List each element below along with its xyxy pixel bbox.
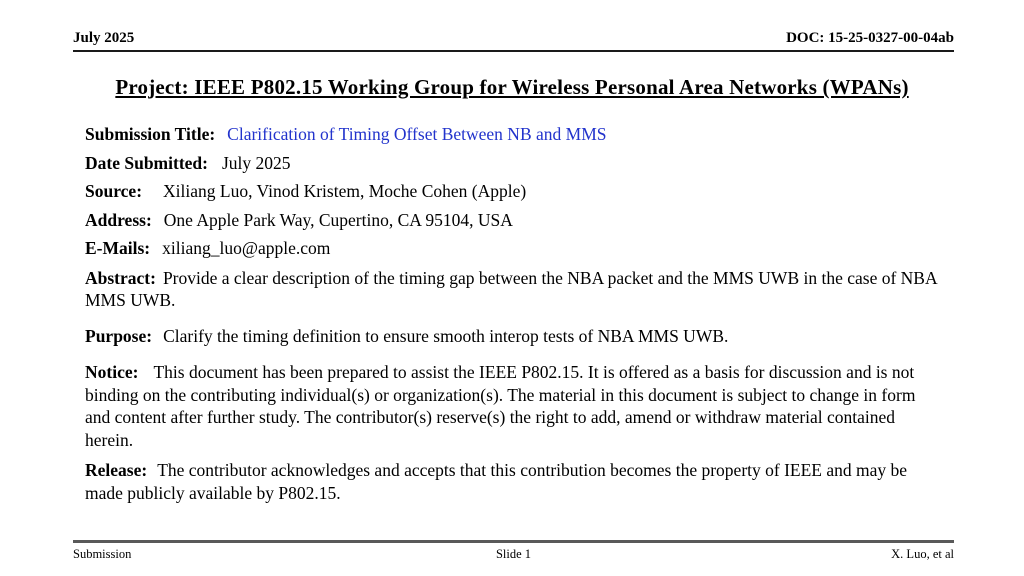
source-value: Xiliang Luo, Vinod Kristem, Moche Cohen (Apple) xyxy=(163,181,527,201)
field-label: E-Mails: xyxy=(85,238,151,258)
slide-header xyxy=(73,30,954,52)
field-address xyxy=(85,206,942,235)
paragraph-label: Purpose: xyxy=(85,325,153,346)
notice-text: This document has been prepared to assist the IEEE P802.15. It is offered as a basis for discussion and is not binding on the contributing individual(s) or organization(s). The material in this document is subject to change in form and content after further study. The contributor(s) reserve(s) the right to add, amend or withdraw material contained herein. xyxy=(85,362,916,450)
notice-paragraph xyxy=(85,361,942,451)
purpose-paragraph xyxy=(85,325,942,348)
address-value: One Apple Park Way, Cupertino, CA 95104, USA xyxy=(163,209,513,230)
footer-slide-number: Slide 1 xyxy=(495,547,532,561)
footer-author: X. Luo, et al xyxy=(891,547,954,561)
submission-title-value: Clarification of Timing Offset Between NB and MMS xyxy=(227,124,607,144)
date-submitted-value: July 2025 xyxy=(221,152,291,173)
paragraph-label: Release: xyxy=(85,460,148,480)
emails-value: xiliang_luo@apple.com xyxy=(162,238,331,258)
field-label: Submission Title: xyxy=(85,124,216,144)
field-label: Date Submitted: xyxy=(85,152,208,173)
header-date: July 2025 xyxy=(73,30,135,46)
footer-submission-label: Submission xyxy=(73,547,132,561)
field-submission-title xyxy=(85,120,942,149)
header-doc-number: DOC: 15-25-0327-00-04ab xyxy=(786,30,954,46)
field-emails xyxy=(85,234,942,263)
slide-footer xyxy=(73,540,954,561)
field-label: Source: xyxy=(85,181,143,201)
abstract-paragraph xyxy=(85,267,942,312)
field-label: Address: xyxy=(85,209,152,230)
page-title: Project: IEEE P802.15 Working Group for Wireless Personal Area Networks (WPANs) xyxy=(115,75,909,99)
paragraph-label: Abstract: xyxy=(85,267,156,288)
field-date-submitted xyxy=(85,149,942,178)
slide-body xyxy=(85,120,942,504)
field-source xyxy=(85,177,942,206)
paragraph-label: Notice: xyxy=(85,362,139,382)
release-text: The contributor acknowledges and accepts that this contribution becomes the property of IEEE and may be made publicly available by P802.15. xyxy=(85,460,908,503)
abstract-text: Provide a clear description of the timing gap between the NBA packet and the MMS UWB in the case of NBA MMS UWB. xyxy=(85,267,937,310)
release-paragraph xyxy=(85,459,942,504)
purpose-text: Clarify the timing definition to ensure smooth interop tests of NBA MMS UWB. xyxy=(163,325,729,346)
